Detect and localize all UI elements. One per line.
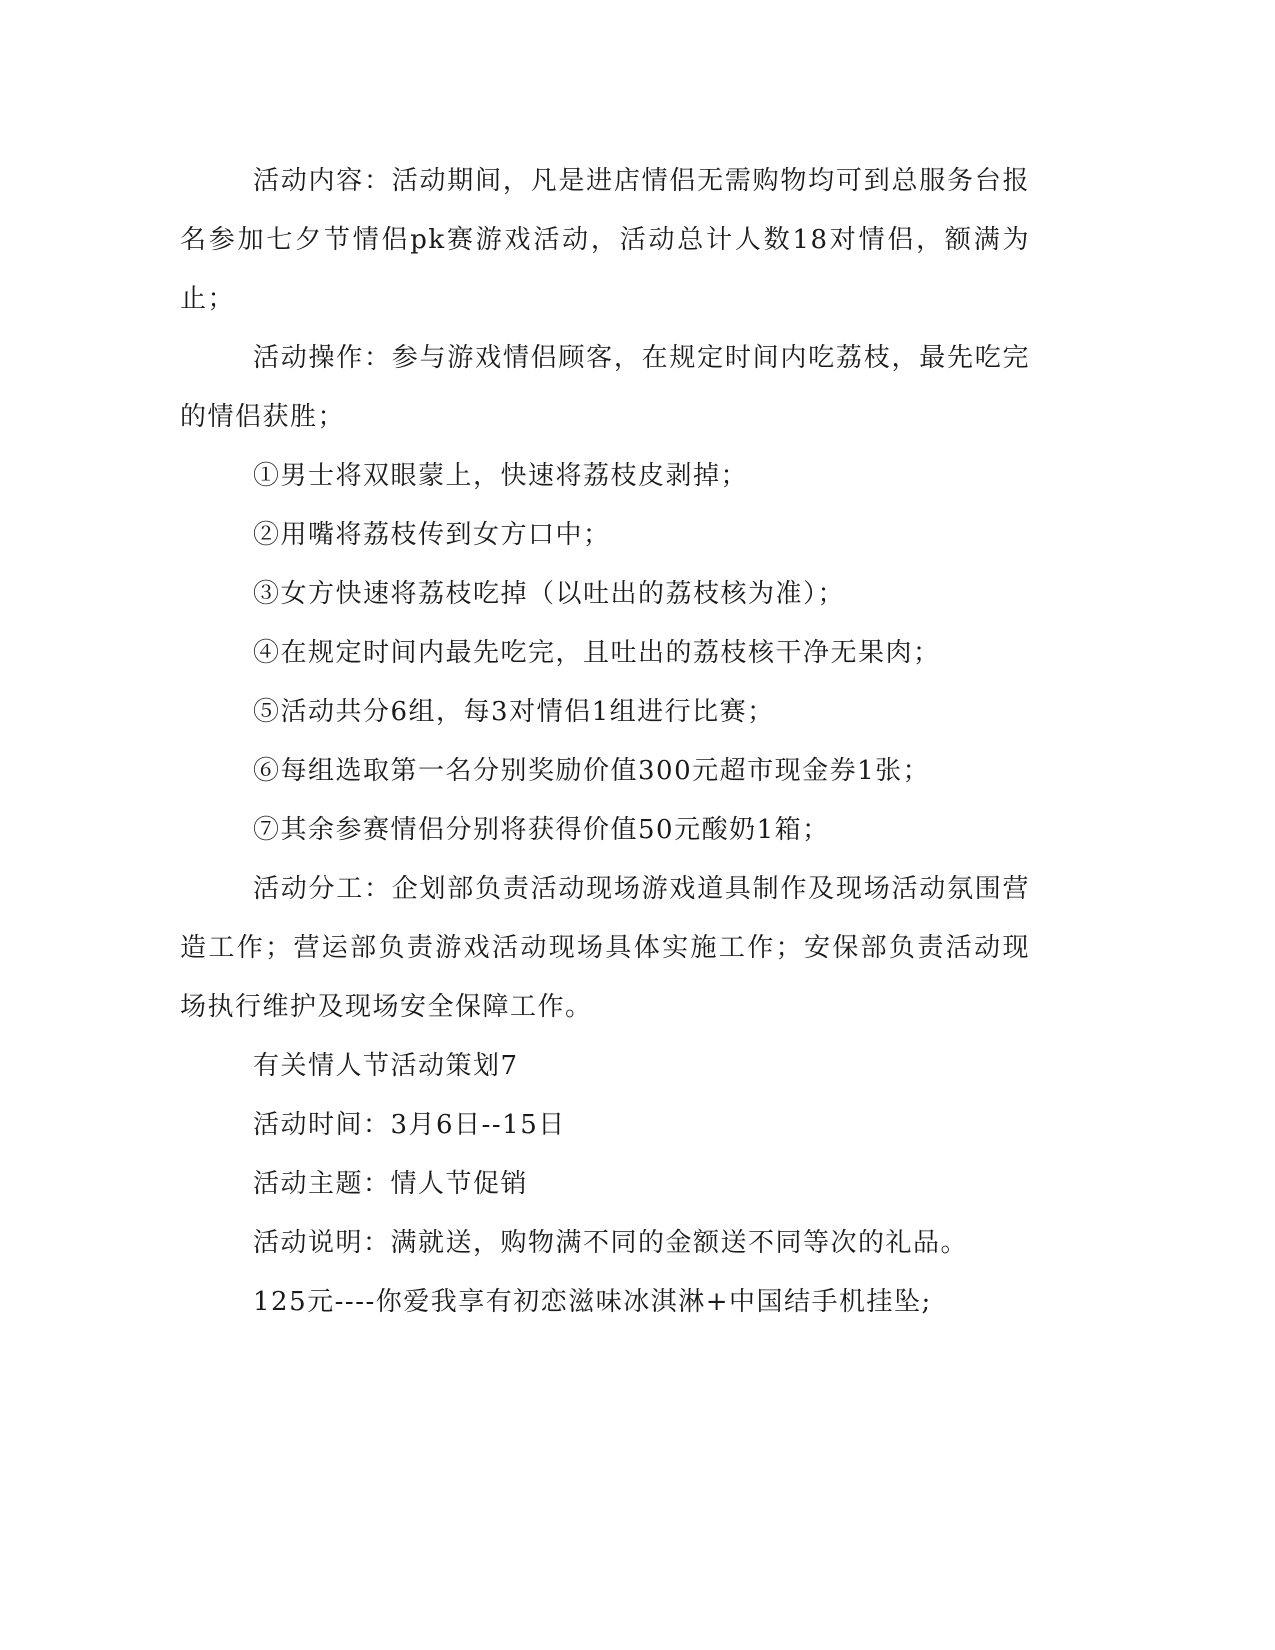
paragraph-activity-description: 活动说明：满就送，购物满不同的金额送不同等次的礼品。 xyxy=(253,1228,969,1258)
rule-item-3: ③女方快速将荔枝吃掉（以吐出的荔枝核为准）； xyxy=(253,579,846,609)
paragraph-division-of-work: 活动分工：企划部负责活动现场游戏道具制作及现场活动氛围营造工作；营运部负责游戏活动现场具体实施工作；安保部负责活动现场执行维护及现场安全保障工作。 xyxy=(180,874,1030,1022)
paragraph-activity-theme: 活动主题：情人节促销 xyxy=(253,1169,529,1199)
rule-item-7: ⑦其余参赛情侣分别将获得价值50元酸奶1箱； xyxy=(253,815,830,845)
rule-item-1: ①男士将双眼蒙上，快速将荔枝皮剥掉； xyxy=(253,461,749,491)
rule-item-4: ④在规定时间内最先吃完，且吐出的荔枝核干净无果肉； xyxy=(253,638,941,668)
section-heading: 有关情人节活动策划7 xyxy=(253,1051,519,1081)
paragraph-gift-tier-125: 125元----你爱我享有初恋滋味冰淇淋+中国结手机挂坠; xyxy=(253,1287,932,1317)
paragraph-activity-time: 活动时间：3月6日--15日 xyxy=(253,1110,566,1140)
rule-item-6: ⑥每组选取第一名分别奖励价值300元超市现金券1张； xyxy=(253,756,931,786)
document-page xyxy=(180,152,1030,1332)
rule-item-5: ⑤活动共分6组，每3对情侣1组进行比赛； xyxy=(253,697,775,727)
rule-item-2: ②用嘴将荔枝传到女方口中； xyxy=(253,520,611,550)
paragraph-activity-content: 活动内容：活动期间，凡是进店情侣无需购物均可到总服务台报名参加七夕节情侣pk赛游戏活动，活动总计人数18对情侣，额满为止； xyxy=(180,166,1030,314)
paragraph-activity-operation: 活动操作：参与游戏情侣顾客，在规定时间内吃荔枝，最先吃完的情侣获胜； xyxy=(180,343,1030,432)
